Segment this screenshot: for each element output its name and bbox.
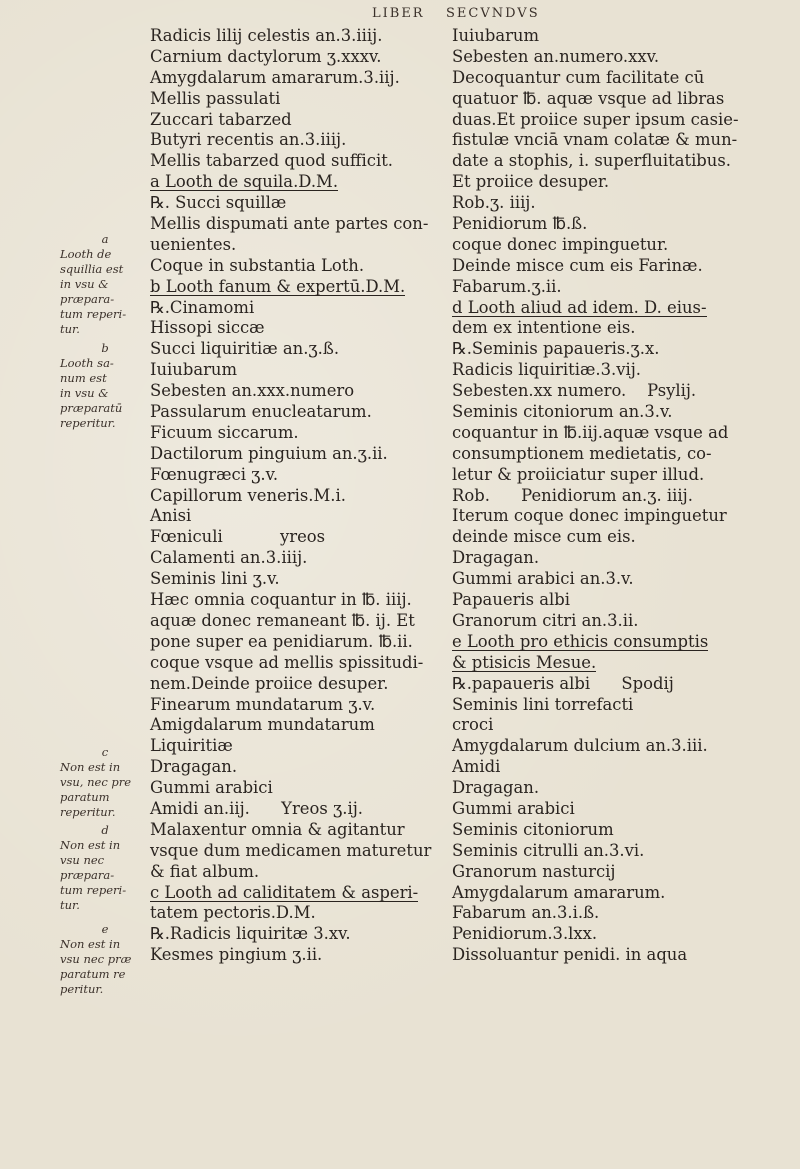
text-line: vsque dum medicamen maturetur bbox=[150, 840, 432, 860]
recipe-heading bbox=[150, 277, 440, 298]
text-line: Gummi arabici an.3.v. bbox=[452, 569, 634, 589]
margin-note-d bbox=[60, 823, 150, 913]
text-line: ℞.Seminis papaueris.ʒ.x. bbox=[452, 339, 660, 359]
text-line: croci bbox=[452, 715, 494, 735]
text-line: Rob.ʒ. iiij. bbox=[452, 193, 536, 213]
text-line: consumptionem medietatis, co- bbox=[452, 443, 712, 463]
text-line: & fiat album. bbox=[150, 861, 260, 881]
text-line: Iuiubarum bbox=[150, 360, 238, 380]
text-line: Zuccari tabarzed bbox=[150, 109, 292, 129]
margin-note-d-line: tur. bbox=[60, 898, 80, 912]
margin-note-c-letter: c bbox=[101, 745, 109, 759]
text-line: dem ex intentione eis. bbox=[452, 318, 636, 338]
recipe-heading bbox=[150, 172, 440, 193]
text-line: Gummi arabici bbox=[452, 798, 575, 818]
text-line: Hissopi siccæ bbox=[150, 318, 265, 338]
text-line: Seminis lini ʒ.v. bbox=[150, 569, 280, 589]
text-line: duas.Et proiice super ipsum casie- bbox=[452, 109, 739, 129]
text-line: Granorum citri an.3.ii. bbox=[452, 610, 639, 630]
text-line: Fœniculi yreos bbox=[150, 527, 326, 547]
text-line: Succi liquiritiæ an.ʒ.ß. bbox=[150, 339, 340, 359]
text-line: Sebesten.xx numero. Psylij. bbox=[452, 381, 697, 401]
text-line: Papaueris albi bbox=[452, 590, 571, 610]
text-line: Hæc omnia coquantur in ℔. iiij. bbox=[150, 590, 412, 610]
right-column bbox=[452, 26, 782, 966]
text-line: Amygdalarum amararum. bbox=[452, 882, 666, 902]
text-line: Deinde misce cum eis Farinæ. bbox=[452, 255, 703, 275]
margin-note-b-line: præparatū bbox=[60, 401, 123, 415]
text-line: Amygdalarum dulcium an.3.iii. bbox=[452, 736, 708, 756]
text-line: Amygdalarum amararum.3.iij. bbox=[150, 67, 400, 87]
text-line: ℞.Cinamomi bbox=[150, 297, 255, 317]
text-line: fistulæ vnciā vnam colatæ & mun- bbox=[452, 130, 738, 150]
margin-note-a-line: in vsu & bbox=[60, 277, 109, 291]
text-line: Iuiubarum bbox=[452, 26, 540, 45]
text-line: tatem pectoris.D.M. bbox=[150, 903, 316, 923]
text-line: Amigdalarum mundatarum bbox=[150, 715, 375, 735]
text-line: Sebesten an.xxx.numero bbox=[150, 381, 355, 401]
margin-note-d-line: præpara- bbox=[60, 868, 115, 882]
text-line: ℞.Radicis liquiritæ 3.xv. bbox=[150, 924, 351, 944]
margin-note-d-line: vsu nec bbox=[60, 853, 105, 867]
text-line: Decoquantur cum facilitate cū bbox=[452, 67, 705, 87]
recipe-heading bbox=[452, 653, 782, 674]
recipe-heading bbox=[452, 298, 782, 319]
margin-note-c-line: Non est in bbox=[60, 760, 121, 774]
text-line: Seminis citrulli an.3.vi. bbox=[452, 840, 645, 860]
text-line: Malaxentur omnia & agitantur bbox=[150, 819, 405, 839]
text-line: date a stophis, i. superfluitatibus. bbox=[452, 151, 731, 171]
text-line: quatuor ℔. aquæ vsque ad libras bbox=[452, 88, 725, 108]
margin-note-a bbox=[60, 232, 150, 337]
text-line: coquantur in ℔.iij.aquæ vsque ad bbox=[452, 422, 729, 442]
margin-note-b-line: reperitur. bbox=[60, 416, 116, 430]
header-right: SECVNDVS bbox=[446, 6, 540, 21]
margin-note-c-line: reperitur. bbox=[60, 805, 116, 819]
text-line: Dactilorum pinguium an.ʒ.ii. bbox=[150, 443, 388, 463]
left-column bbox=[150, 26, 440, 966]
recipe-heading bbox=[150, 883, 440, 904]
recipe-heading-text: & ptisicis Mesue. bbox=[452, 652, 597, 672]
margin-note-b-line: num est bbox=[60, 371, 107, 385]
text-line: Fabarum an.3.i.ß. bbox=[452, 903, 600, 923]
margin-note-a-line: squillia est bbox=[60, 262, 124, 276]
text-line: Capillorum veneris.M.i. bbox=[150, 485, 346, 505]
text-line: coque vsque ad mellis spissitudi- bbox=[150, 652, 424, 672]
text-line: Penidiorum ℔.ß. bbox=[452, 214, 588, 234]
margin-note-c-line: paratum bbox=[60, 790, 110, 804]
text-line: Dragagan. bbox=[452, 548, 540, 568]
text-line: Mellis tabarzed quod sufficit. bbox=[150, 151, 394, 171]
text-line: Kesmes pingium ʒ.ii. bbox=[150, 945, 323, 965]
text-line: Penidiorum.3.lxx. bbox=[452, 924, 598, 944]
text-line: Granorum nasturcij bbox=[452, 861, 616, 881]
margin-note-b bbox=[60, 341, 150, 431]
text-line: Calamenti an.3.iiij. bbox=[150, 548, 308, 568]
text-line: Butyri recentis an.3.iiij. bbox=[150, 130, 347, 150]
text-line: coque donec impinguetur. bbox=[452, 234, 669, 254]
margin-note-e bbox=[60, 922, 150, 997]
text-line: Dragagan. bbox=[150, 757, 238, 777]
text-line: nem.Deinde proiice desuper. bbox=[150, 673, 389, 693]
text-line: Iterum coque donec impinguetur bbox=[452, 506, 727, 526]
margin-note-a-line: præpara- bbox=[60, 292, 115, 306]
margin-note-a-line: tur. bbox=[60, 322, 80, 336]
text-line: Dissoluantur penidi. in aqua bbox=[452, 945, 688, 965]
margin-note-a-letter: a bbox=[101, 232, 109, 246]
recipe-heading bbox=[452, 632, 782, 653]
text-line: Ficuum siccarum. bbox=[150, 422, 299, 442]
text-line: Seminis lini torrefacti bbox=[452, 694, 634, 714]
margin-note-c-line: vsu, nec pre bbox=[60, 775, 132, 789]
text-line: Et proiice desuper. bbox=[452, 172, 610, 192]
text-line: deinde misce cum eis. bbox=[452, 527, 636, 547]
text-line: Amidi an.iij. Yreos ʒ.ij. bbox=[150, 798, 363, 818]
margin-note-d-line: tum reperi- bbox=[60, 883, 127, 897]
recipe-heading-text: d Looth aliud ad idem. D. eius- bbox=[452, 297, 707, 317]
text-line: Amidi bbox=[452, 757, 501, 777]
text-line: Seminis citoniorum bbox=[452, 819, 614, 839]
text-line: Mellis dispumati ante partes con- bbox=[150, 214, 429, 234]
margin-note-e-line: Non est in bbox=[60, 937, 121, 951]
text-line: ℞.papaueris albi Spodij bbox=[452, 673, 674, 693]
text-line: uenientes. bbox=[150, 234, 237, 254]
text-line: Carnium dactylorum ʒ.xxxv. bbox=[150, 46, 382, 66]
text-line: Radicis liquiritiæ.3.vij. bbox=[452, 360, 641, 380]
text-line: Fabarum.ʒ.ii. bbox=[452, 276, 562, 296]
margin-note-b-letter: b bbox=[101, 341, 109, 355]
margin-note-e-letter: e bbox=[101, 922, 109, 936]
margin-note-e-line: vsu nec præ bbox=[60, 952, 132, 966]
text-line: ℞. Succi squillæ bbox=[150, 193, 287, 213]
recipe-heading-text: c Looth ad caliditatem & asperi- bbox=[150, 882, 419, 902]
margin-note-d-line: Non est in bbox=[60, 838, 121, 852]
text-line: pone super ea penidiarum. ℔.ii. bbox=[150, 631, 413, 651]
margin-note-a-line: tum reperi- bbox=[60, 307, 127, 321]
text-line: letur & proiiciatur super illud. bbox=[452, 464, 705, 484]
text-line: Liquiritiæ bbox=[150, 736, 233, 756]
text-line: Passularum enucleatarum. bbox=[150, 402, 372, 422]
header-left: LIBER bbox=[372, 6, 425, 21]
margin-note-b-line: in vsu & bbox=[60, 386, 109, 400]
text-line: Coque in substantia Loth. bbox=[150, 255, 365, 275]
text-line: Fœnugræci ʒ.v. bbox=[150, 464, 279, 484]
text-line: Mellis passulati bbox=[150, 88, 281, 108]
margin-note-d-letter: d bbox=[101, 823, 109, 837]
text-line: Gummi arabici bbox=[150, 778, 273, 798]
recipe-heading-text: a Looth de squila.D.M. bbox=[150, 172, 339, 192]
margin-note-c bbox=[60, 745, 150, 820]
margin-note-a-line: Looth de bbox=[60, 247, 112, 261]
text-line: Rob. Penidiorum an.ʒ. iiij. bbox=[452, 485, 693, 505]
text-line: Sebesten an.numero.xxv. bbox=[452, 46, 660, 66]
recipe-heading-text: b Looth fanum & expertū.D.M. bbox=[150, 276, 406, 296]
text-line: aquæ donec remaneant ℔. ij. Et bbox=[150, 610, 415, 630]
text-line: Radicis lilij celestis an.3.iiij. bbox=[150, 26, 383, 45]
text-line: Seminis citoniorum an.3.v. bbox=[452, 402, 673, 422]
recipe-heading-text: e Looth pro ethicis consumptis bbox=[452, 631, 709, 651]
margin-note-e-line: peritur. bbox=[60, 982, 104, 996]
text-line: Dragagan. bbox=[452, 778, 540, 798]
margin-note-e-line: paratum re bbox=[60, 967, 126, 981]
text-line: Anisi bbox=[150, 506, 192, 526]
margin-note-b-line: Looth sa- bbox=[60, 356, 114, 370]
text-line: Finearum mundatarum ʒ.v. bbox=[150, 694, 376, 714]
